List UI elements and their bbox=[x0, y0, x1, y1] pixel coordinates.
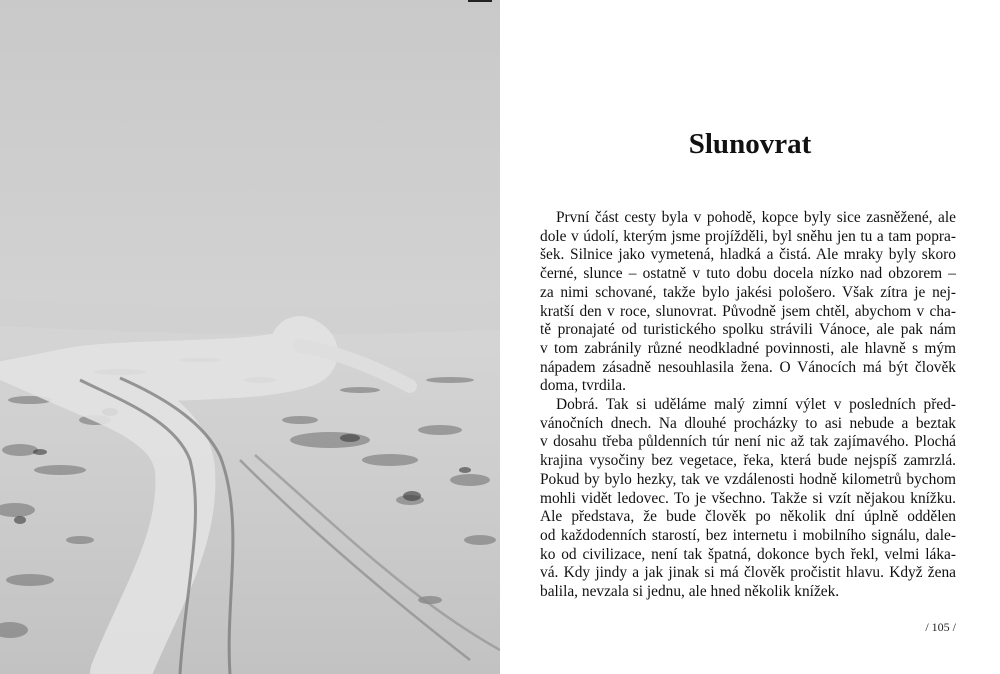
text-line: mohli vidět ledovec. To je všechno. Takže si vzít nějakou knížku. bbox=[540, 489, 956, 507]
text-line: ko od civilizace, není tak špatná, dokonce bych řekl, velmi láka- bbox=[540, 545, 956, 563]
text-line: nápadem zásadně nesouhlasila žena. O Vánocích má být člověk bbox=[540, 358, 956, 376]
text-line: šek. Silnice jako vymetená, hladká a čistá. Ale mraky byly skoro bbox=[540, 246, 956, 264]
text-line: tě pronajaté od turistického spolku strávili Vánoce, ale pak nám bbox=[540, 321, 956, 339]
text-line: vánočních dnech. Na dlouhé procházky to asi nebude a beztak bbox=[540, 414, 956, 432]
chapter-body bbox=[540, 209, 956, 602]
text-line: od každodenních starostí, bez internetu i mobilního signálu, dale- bbox=[540, 526, 956, 544]
text-line: za nimi schované, takže bylo jakési pološero. Však zítra je nej- bbox=[540, 283, 956, 301]
text-line: Dobrá. Tak si uděláme malý zimní výlet v posledních před- bbox=[556, 396, 956, 414]
text-line: vá. Kdy jindy a jak jinak si má člověk pročistit hlavu. Když žena bbox=[540, 564, 956, 582]
text-line: v dosahu třeba půldenních túr není nic až tak zajímavého. Plochá bbox=[540, 433, 956, 451]
text-page bbox=[500, 0, 1000, 674]
text-line: kratší den v roce, slunovrat. Původně jsem chtěl, abychom v cha- bbox=[540, 302, 956, 320]
text-line: První část cesty byla v pohodě, kopce byly sice zasněžené, ale bbox=[556, 209, 956, 226]
crop-mark bbox=[468, 0, 492, 2]
paragraph-2 bbox=[540, 396, 956, 602]
text-line: černé, slunce – ostatně v tuto dobu docela nízko nad obzorem – bbox=[540, 265, 956, 283]
text-line: v tom zabránily různé neodkladné povinnosti, ale hlavně s mým bbox=[540, 339, 956, 357]
paragraph-1 bbox=[540, 209, 956, 396]
text-line: krajina vysočiny bez vegetace, řeka, která bude nejspíš zamrzlá. bbox=[540, 452, 956, 470]
text-line: Ale představa, že bude člověk po několik dní úplně oddělen bbox=[540, 508, 956, 526]
page-number: / 105 / bbox=[925, 620, 956, 634]
text-line: dole v údolí, kterým jsme projížděli, byl sněhu jen tu a tam popra- bbox=[540, 227, 956, 245]
text-line: Pokud by bylo hezky, tak ve vzdálenosti hodně kilometrů bychom bbox=[540, 470, 956, 488]
text-line: doma, tvrdila. bbox=[540, 377, 626, 395]
chapter-title: Slunovrat bbox=[688, 128, 812, 160]
text-line: balila, nevzala si jednu, ale hned několik knížek. bbox=[540, 583, 840, 601]
